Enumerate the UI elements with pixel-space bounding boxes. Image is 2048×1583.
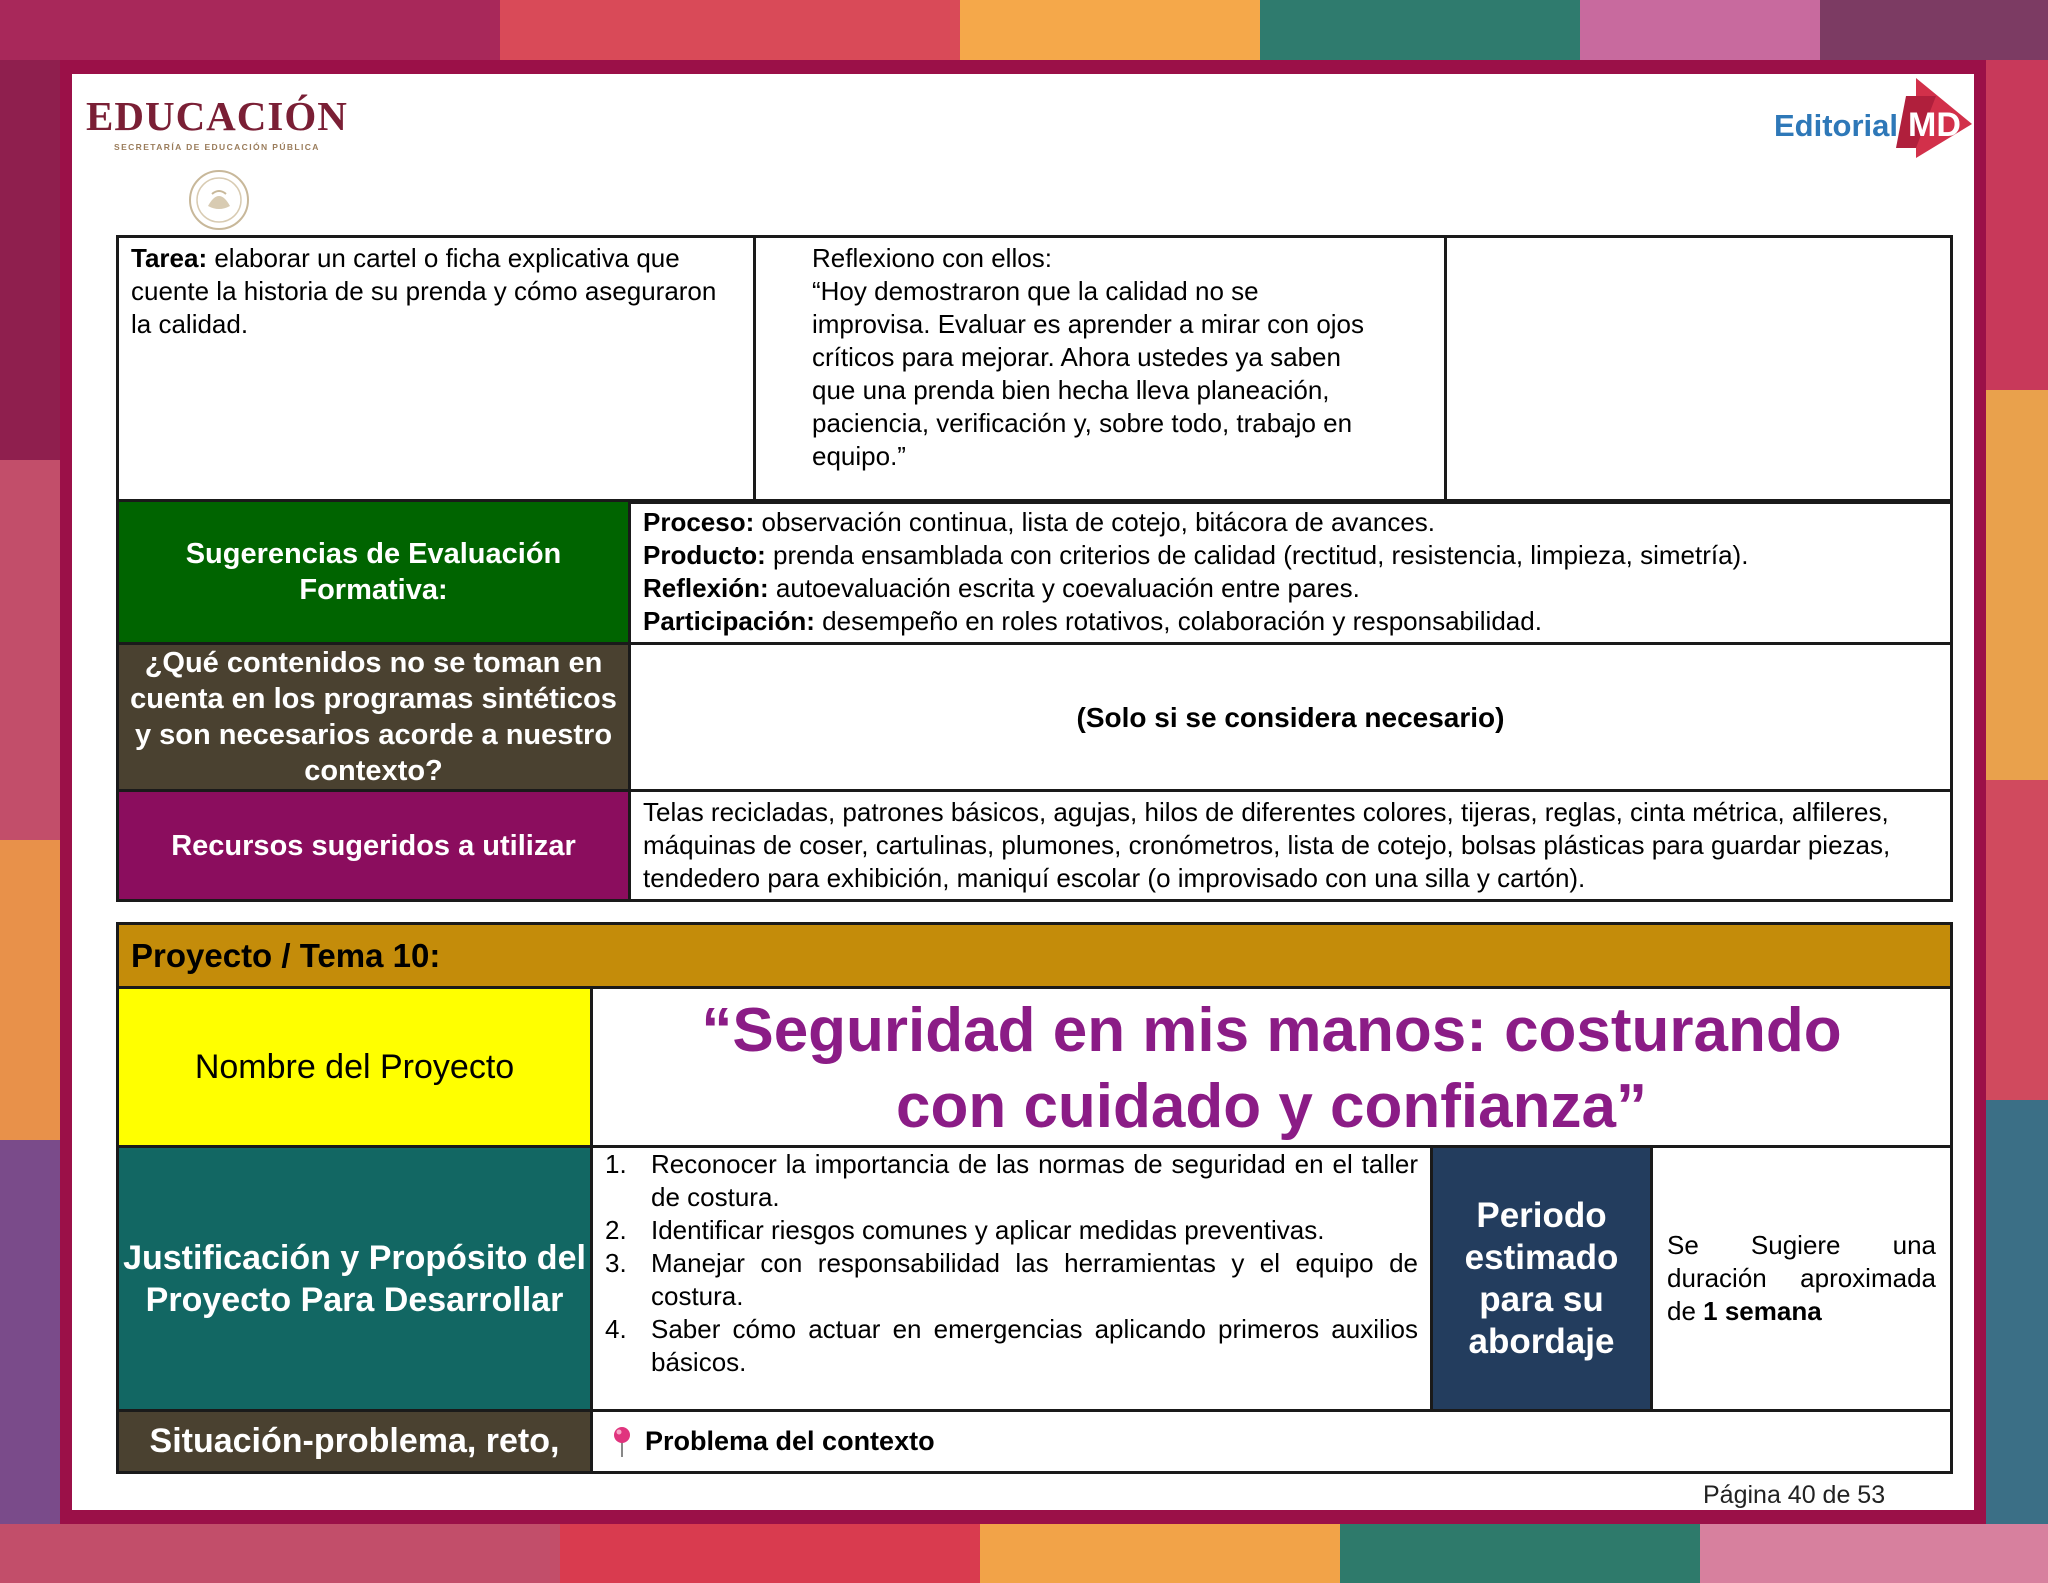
evaluation-item-label: Reflexión: bbox=[643, 573, 769, 603]
evaluation-item-label: Participación: bbox=[643, 606, 815, 636]
reflection-line: paciencia, verificación y, sobre todo, trabajo en bbox=[812, 408, 1353, 438]
evaluation-heading: Sugerencias de Evaluación Formativa: bbox=[118, 501, 630, 644]
purpose-item: 2. Identificar riesgos comunes y aplicar medidas preventivas. bbox=[605, 1215, 1325, 1245]
evaluation-item-label: Proceso: bbox=[643, 507, 755, 537]
resources-heading: Recursos sugeridos a utilizar bbox=[118, 791, 630, 901]
pin-icon bbox=[611, 1426, 633, 1458]
coat-of-arms-icon bbox=[182, 168, 256, 232]
problem-label: Problema del contexto bbox=[645, 1425, 935, 1456]
project-title bbox=[592, 988, 1952, 1147]
evaluation-item bbox=[643, 539, 1938, 572]
page-number: Página 40 de 53 bbox=[1703, 1481, 1886, 1509]
task-cell bbox=[118, 237, 755, 503]
contents-heading: ¿Qué contenidos no se toman en cuenta en los programas sintéticos y son necesarios acorde a nuestro contexto? bbox=[118, 644, 630, 791]
duration-text: Se Sugiere una duración aproximada de bbox=[1667, 1230, 1936, 1326]
purpose-item: 1. Reconocer la importancia de las normas de seguridad en el taller de costura. bbox=[605, 1149, 1418, 1212]
evaluation-table bbox=[116, 499, 1953, 902]
project-table bbox=[116, 922, 1953, 1474]
reflection-line: “Hoy demostraron que la calidad no se bbox=[812, 276, 1259, 306]
task-table bbox=[116, 235, 1953, 504]
project-title-line: “Seguridad en mis manos: costurando bbox=[701, 996, 1842, 1065]
period-label: Periodo estimado para su abordaje bbox=[1432, 1147, 1652, 1411]
evaluation-item bbox=[643, 605, 1938, 638]
sep-logo bbox=[86, 92, 348, 152]
resources-text: Telas recicladas, patrones básicos, agujas, hilos de diferentes colores, tijeras, reglas, cinta métrica, alfileres, máquinas de coser, cartulinas, plumones, cronómetros, lista de cotejo, bolsas plásticas para guardar piezas, tendedero para exhibición, maniquí escolar (o improvisado con una silla y cartón). bbox=[630, 791, 1952, 901]
sep-logo-title: EDUCACIÓN bbox=[86, 93, 348, 139]
evaluation-item-text: desempeño en roles rotativos, colaboración y responsabilidad. bbox=[814, 606, 1542, 636]
contents-value: (Solo si se considera necesario) bbox=[630, 644, 1952, 791]
md-logo-icon bbox=[1896, 78, 1972, 158]
reflection-line: que una prenda bien hecha lleva planeación, bbox=[812, 375, 1330, 405]
project-name-label: Nombre del Proyecto bbox=[118, 988, 592, 1147]
purposes-list bbox=[592, 1147, 1432, 1411]
reflection-line: equipo.” bbox=[812, 441, 906, 471]
purpose-item: 4. Saber cómo actuar en emergencias aplicando primeros auxilios básicos. bbox=[605, 1314, 1418, 1377]
duration-cell bbox=[1652, 1147, 1952, 1411]
reflection-cell bbox=[755, 237, 1446, 503]
empty-cell bbox=[1446, 237, 1952, 503]
reflection-line: Reflexiono con ellos: bbox=[812, 243, 1052, 273]
editorial-logo-word: Editorial bbox=[1774, 108, 1899, 143]
task-text: elaborar un cartel o ficha explicativa que cuente la historia de su prenda y cómo aseguraron la calidad. bbox=[131, 243, 717, 339]
problem-cell bbox=[592, 1411, 1952, 1473]
situation-label: Situación-problema, reto, bbox=[118, 1411, 592, 1473]
project-title-line: con cuidado y confianza” bbox=[896, 1072, 1647, 1141]
project-heading: Proyecto / Tema 10: bbox=[118, 924, 1952, 988]
evaluation-item bbox=[643, 506, 1938, 539]
reflection-line: improvisa. Evaluar es aprender a mirar con ojos bbox=[812, 309, 1365, 339]
evaluation-item-text: autoevaluación escrita y coevaluación entre pares. bbox=[768, 573, 1360, 603]
evaluation-item-text: observación continua, lista de cotejo, bitácora de avances. bbox=[754, 507, 1436, 537]
task-label: Tarea: bbox=[131, 243, 208, 273]
duration-value: 1 semana bbox=[1703, 1296, 1822, 1326]
purpose-item: 3. Manejar con responsabilidad las herramientas y el equipo de costura. bbox=[605, 1248, 1418, 1311]
evaluation-item-label: Producto: bbox=[643, 540, 766, 570]
evaluation-item-text: prenda ensamblada con criterios de calidad (rectitud, resistencia, limpieza, simetría). bbox=[765, 540, 1749, 570]
sep-logo-subtitle: SECRETARÍA DE EDUCACIÓN PÚBLICA bbox=[114, 142, 320, 152]
evaluation-items bbox=[630, 501, 1952, 644]
md-logo-mark: MD bbox=[1908, 106, 1961, 144]
editorial-md-logo bbox=[1770, 78, 1970, 162]
reflection-line: críticos para mejorar. Ahora ustedes ya saben bbox=[812, 342, 1341, 372]
justification-label: Justificación y Propósito del Proyecto Para Desarrollar bbox=[118, 1147, 592, 1411]
evaluation-item bbox=[643, 572, 1938, 605]
